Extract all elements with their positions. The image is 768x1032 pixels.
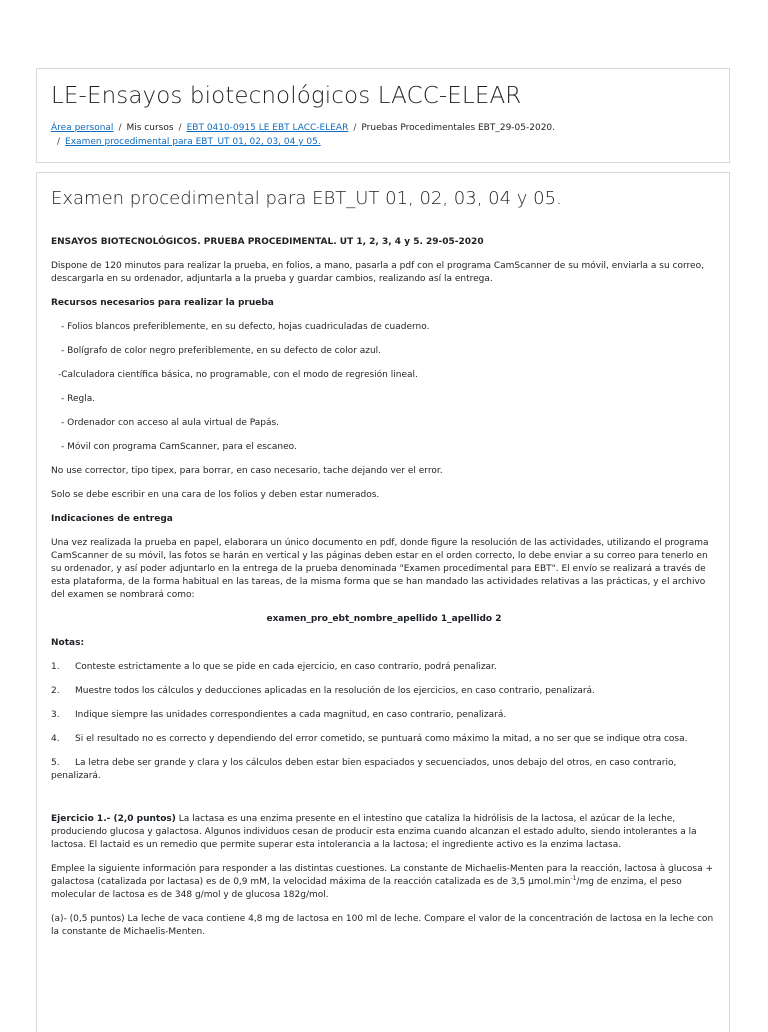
exercise-1-info xyxy=(51,863,717,902)
note-item xyxy=(51,733,717,746)
intro-paragraph: Dispone de 120 minutos para realizar la prueba, en folios, a mano, pasarla a pdf con el programa CamScanner de su móvil, enviarla a su correo, descargarla en su ordenador, adjuntarla a la prueba y guardar cambios, realizando así la entrega. xyxy=(51,261,704,284)
note-text: Conteste estrictamente a lo que se pide en cada ejercicio, en caso contrario, podrá penalizar. xyxy=(75,662,497,672)
breadcrumb-my-courses: Mis cursos xyxy=(126,123,174,133)
resource-item: - Regla. xyxy=(61,394,96,404)
breadcrumb-home-link[interactable]: Área personal xyxy=(51,123,114,133)
exercise-1-info-text: /mg de enzima, el peso molecular de lactosa es de 348 g/mol y de glucosa 182g/mol. xyxy=(51,877,682,900)
breadcrumb-section: Pruebas Procedimentales EBT_29-05-2020. xyxy=(361,123,556,133)
note-number: 5. xyxy=(51,758,60,768)
exercise-1-intro xyxy=(51,813,717,852)
note-number: 4. xyxy=(51,734,60,744)
delivery-paragraph: Una vez realizada la prueba en papel, elaborara un único documento en pdf, donde figure la resolución de las actividades, utilizando el programa CamScanner de su móvil, las fotos se harán en vertical y las páginas deben estar en el orden correcto, lo debe enviar a su correo para tenerlo en su ordenador, y así poder adjuntarlo en la entrega de la prueba denominada "Examen procedimental para EBT". El envío se realizará a través de esta plataforma, de la forma habitual en las tareas, de la misma forma que se han mandado las actividades relativas a las prácticas, y el archivo del examen se nombrará como: xyxy=(51,538,709,600)
activity-card xyxy=(36,172,730,1032)
note-text: Indique siempre las unidades correspondientes a cada magnitud, en caso contrario, penalizará. xyxy=(75,710,507,720)
resource-item: - Folios blancos preferiblemente, en su defecto, hojas cuadriculadas de cuaderno. xyxy=(61,322,430,332)
exercise-1-label: Ejercicio 1.- (2,0 puntos) xyxy=(51,814,176,824)
resources-title: Recursos necesarios para realizar la prueba xyxy=(51,298,274,308)
resource-item: - Bolígrafo de color negro preferiblemente, en su defecto de color azul. xyxy=(61,346,382,356)
note-one-side: Solo se debe escribir en una cara de los folios y deben estar numerados. xyxy=(51,490,380,500)
exercise-1-info-text: Emplee la siguiente información para responder a las distintas cuestiones. La constante de Michaelis-Menten para la reacción, lactosa à glucosa + galactosa (catalizada por lactasa) es de 0,9 mM, la velocidad máxima de la reacción catalizada es de 3,5 µmol.min xyxy=(51,864,714,887)
note-number: 2. xyxy=(51,686,60,696)
breadcrumb-separator: / xyxy=(178,123,182,133)
notes-title: Notas: xyxy=(51,638,85,648)
exponent: -1 xyxy=(570,875,577,882)
exercise-1-text: La lactasa es una enzima presente en el intestino que cataliza la hidrólisis de la lactosa, el azúcar de la leche, produciendo glucosa y galactosa. Algunos individuos cesan de producir esta enzima cuando alcanzan el estado adulto, siendo intolerantes a la lactosa. El lactaid es un remedio que permite superar esta intolerancia a la lactosa; el ingrediente activo es la enzima lactasa. xyxy=(51,814,697,850)
note-text: La letra debe ser grande y clara y los cálculos deben estar bien espaciados y secuenciados, unos debajo del otros, en caso contrario, penalizará. xyxy=(51,758,677,781)
page-title: LE-Ensayos biotecnológicos LACC-ELEAR xyxy=(51,83,522,109)
course-header xyxy=(36,68,730,163)
breadcrumb-activity-link[interactable]: Examen procedimental para EBT_UT 01, 02, 03, 04 y 05. xyxy=(65,137,321,147)
delivery-title: Indicaciones de entrega xyxy=(51,514,173,524)
note-number: 1. xyxy=(51,662,60,672)
breadcrumb-course-link[interactable]: EBT 0410-0915 LE EBT LACC-ELEAR xyxy=(186,123,349,133)
note-corrector: No use corrector, tipo tipex, para borrar, en caso necesario, tache dejando ver el error. xyxy=(51,466,443,476)
resource-item: - Móvil con programa CamScanner, para el escaneo. xyxy=(61,442,297,452)
note-item xyxy=(51,757,717,783)
exercise-1-part-a: (a)- (0,5 puntos) La leche de vaca contiene 4,8 mg de lactosa en 100 ml de leche. Compare el valor de la concentración de lactosa en la leche con la constante de Michaelis-Menten. xyxy=(51,914,714,937)
filename-format: examen_pro_ebt_nombre_apellido 1_apellido 2 xyxy=(266,614,502,624)
breadcrumb-separator: / xyxy=(118,123,122,133)
exam-heading: ENSAYOS BIOTECNOLÓGICOS. PRUEBA PROCEDIMENTAL. UT 1, 2, 3, 4 y 5. 29-05-2020 xyxy=(51,237,484,247)
breadcrumb-separator: / xyxy=(57,137,61,147)
note-item xyxy=(51,685,717,698)
note-text: Si el resultado no es correcto y dependiendo del error cometido, se puntuará como máximo la mitad, a no ser que se indique otra cosa. xyxy=(75,734,688,744)
note-text: Muestre todos los cálculos y deducciones aplicadas en la resolución de los ejercicios, en caso contrario, penalizará. xyxy=(75,686,595,696)
spacer xyxy=(51,794,717,813)
breadcrumb-separator: / xyxy=(353,123,357,133)
note-item xyxy=(51,709,717,722)
resource-item: -Calculadora científica básica, no programable, con el modo de regresión lineal. xyxy=(58,370,418,380)
resource-item: - Ordenador con acceso al aula virtual de Papás. xyxy=(61,418,280,428)
note-item xyxy=(51,661,717,674)
breadcrumb xyxy=(51,121,711,149)
activity-title: Examen procedimental para EBT_UT 01, 02, 03, 04 y 05. xyxy=(51,188,562,209)
note-number: 3. xyxy=(51,710,60,720)
activity-description xyxy=(51,236,717,950)
